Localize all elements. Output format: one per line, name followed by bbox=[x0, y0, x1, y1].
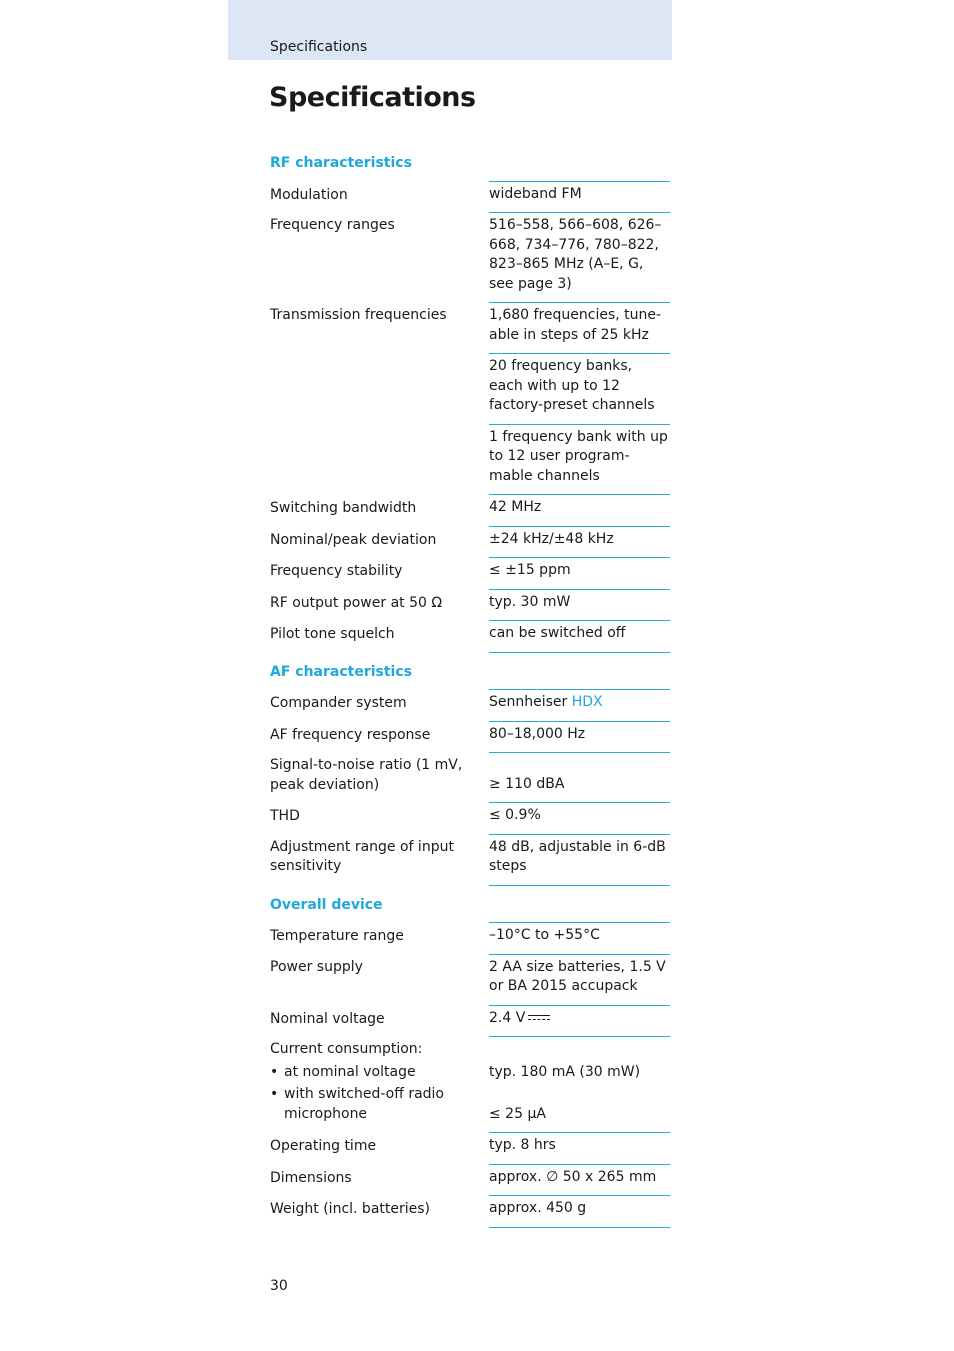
spec-row-switching-bandwidth bbox=[270, 495, 670, 527]
spec-row-snr bbox=[270, 753, 670, 803]
spec-value: 1,680 frequencies, tune-able in steps of 25 kHz bbox=[489, 303, 670, 354]
spec-row-dimensions bbox=[270, 1165, 670, 1197]
spec-label: Pilot tone squelch bbox=[270, 626, 395, 642]
spec-label: Operating time bbox=[270, 1138, 377, 1154]
section-title: AF characteristics bbox=[270, 663, 412, 680]
spec-row-frequency-ranges bbox=[270, 213, 670, 303]
spec-value: ≤ 0.9% bbox=[489, 803, 670, 835]
spec-label: Dimensions bbox=[270, 1169, 352, 1186]
spec-label: Adjustment range of input sensitivity bbox=[270, 838, 454, 874]
section-title: Overall device bbox=[270, 896, 383, 913]
spec-label: Power supply bbox=[270, 958, 363, 975]
spec-label: Nominal voltage bbox=[270, 1010, 385, 1027]
spec-label: Temperature range bbox=[270, 928, 404, 944]
section-overall bbox=[270, 886, 670, 924]
spec-row-current-consumption bbox=[270, 1037, 670, 1133]
spec-row-pilot-tone bbox=[270, 621, 670, 653]
compander-brand: Sennheiser bbox=[489, 694, 568, 710]
spec-label: THD bbox=[270, 808, 300, 824]
spec-label: Transmission frequencies bbox=[270, 307, 447, 323]
current-value-1: typ. 180 mA (30 mW) bbox=[489, 1064, 641, 1080]
running-header: Specifications bbox=[270, 39, 368, 55]
spec-label: AF frequency response bbox=[270, 726, 431, 743]
spec-value: ≤ ±15 ppm bbox=[489, 558, 670, 590]
spec-value: 1 frequency bank with up to 12 user program-mable channels bbox=[489, 425, 670, 496]
spec-row-deviation bbox=[270, 527, 670, 559]
spec-row-af-response bbox=[270, 722, 670, 754]
spec-row-temperature bbox=[270, 923, 670, 955]
spec-row-input-sensitivity bbox=[270, 835, 670, 886]
page-title: Specifications bbox=[269, 82, 476, 113]
spec-row-power-supply bbox=[270, 955, 670, 1006]
spec-label: Switching bandwidth bbox=[270, 500, 417, 516]
spec-row-modulation bbox=[270, 182, 670, 214]
spec-row-transmission-frequencies bbox=[270, 303, 670, 495]
spec-value: 20 frequency banks, each with up to 12 factory-preset channels bbox=[489, 354, 670, 425]
current-bullets bbox=[270, 1063, 489, 1125]
spec-value: typ. 8 hrs bbox=[489, 1133, 670, 1165]
spec-value: 516–558, 566–608, 626–668, 734–776, 780–822, 823–865 MHz (A–E, G, see page 3) bbox=[489, 213, 670, 303]
spec-label: Weight (incl. batteries) bbox=[270, 1201, 431, 1217]
spec-value: approx. ∅ 50 x 265 mm bbox=[489, 1165, 670, 1197]
spec-value bbox=[489, 690, 670, 722]
spec-value: 80–18,000 Hz bbox=[489, 722, 670, 754]
spec-label: Frequency stability bbox=[270, 563, 403, 579]
page-number: 30 bbox=[270, 1278, 288, 1294]
bullet-item: • at nominal voltage bbox=[270, 1063, 489, 1083]
spec-value: 48 dB, adjustable in 6-dB steps bbox=[489, 835, 670, 886]
section-title: RF characteristics bbox=[270, 155, 412, 171]
spec-row-operating-time bbox=[270, 1133, 670, 1165]
spec-label: Nominal/peak deviation bbox=[270, 531, 437, 548]
bullet-item: • with switched-off radio microphone bbox=[270, 1085, 489, 1124]
section-af bbox=[270, 653, 670, 691]
hdx-label: HDX bbox=[571, 694, 603, 710]
spec-value: can be switched off bbox=[489, 621, 670, 653]
spec-row-rf-output-power bbox=[270, 590, 670, 622]
spec-value: –10°C to +55°C bbox=[489, 923, 670, 955]
spec-value: approx. 450 g bbox=[489, 1196, 670, 1228]
spec-label: Compander system bbox=[270, 695, 407, 711]
spec-value: typ. 30 mW bbox=[489, 590, 670, 622]
spec-value: ±24 kHz/±48 kHz bbox=[489, 527, 670, 559]
spec-value: 42 MHz bbox=[489, 495, 670, 527]
spec-label: Frequency ranges bbox=[270, 217, 395, 233]
spec-value: 2 AA size batteries, 1.5 V or BA 2015 accupack bbox=[489, 955, 670, 1006]
spec-label: RF output power at 50 Ω bbox=[270, 594, 443, 611]
spec-label: Modulation bbox=[270, 186, 348, 203]
spec-label: Signal-to-noise ratio (1 mV, peak deviation) bbox=[270, 757, 463, 793]
dc-current-icon bbox=[528, 1014, 550, 1022]
spec-value bbox=[489, 1037, 670, 1133]
spec-value bbox=[489, 1006, 670, 1038]
spec-row-frequency-stability bbox=[270, 558, 670, 590]
spec-row-weight bbox=[270, 1196, 670, 1228]
section-rf bbox=[270, 152, 670, 182]
spec-row-nominal-voltage bbox=[270, 1006, 670, 1038]
spec-table bbox=[270, 152, 670, 1228]
spec-row-compander bbox=[270, 690, 670, 722]
spec-label: Current consumption: bbox=[270, 1041, 423, 1057]
voltage-value: 2.4 V bbox=[489, 1009, 526, 1026]
spec-row-thd bbox=[270, 803, 670, 835]
spec-value: ≥ 110 dBA bbox=[489, 772, 670, 804]
current-value-2: ≤ 25 µA bbox=[489, 1105, 546, 1122]
spec-value: wideband FM bbox=[489, 182, 670, 214]
